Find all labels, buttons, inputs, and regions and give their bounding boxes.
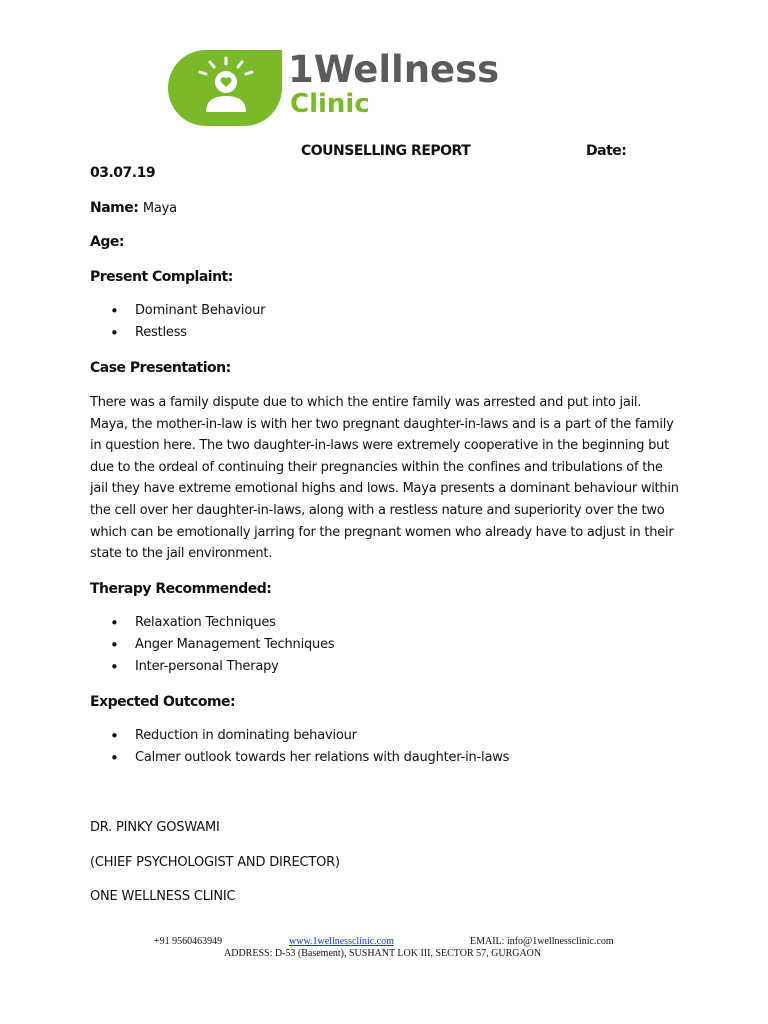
age-label: Age: [90, 234, 124, 250]
case-paragraph: There was a family dispute due to which the entire family was arrested and put into jail. Maya, the mother-in-law is with her two pregnant daughter-in-laws and is a part of the family in question here. The two daughter-in-laws were extremely cooperative in the beginning but due to the ordeal of continuing their pregnancies within the confines and tribulations of the jail they have extreme emotional highs and lows. Maya presents a dominant behaviour within the cell over her daughter-in-laws, along with a restless nature and superiority over the two which can be emotionally jarring for the pregnant women who already have to adjust in their state to the jail environment. [90, 395, 679, 562]
brand-line1: 1Wellness [288, 48, 500, 91]
date-value: 03.07.19 [90, 165, 156, 181]
name-value: Maya [142, 201, 177, 216]
outcome-heading: Expected Outcome: [90, 694, 236, 710]
list-item: • Anger Management Techniques [90, 634, 334, 656]
list-item: • Calmer outlook towards her relations with daughter-in-laws [90, 747, 509, 769]
list-item: • Restless [90, 322, 265, 344]
report-title: COUNSELLING REPORT [301, 143, 471, 159]
therapy-heading: Therapy Recommended: [90, 581, 272, 597]
name-field [90, 200, 177, 216]
therapy-list [90, 612, 334, 678]
name-label: Name: [90, 200, 139, 216]
signatory-name: DR. PINKY GOSWAMI [90, 820, 220, 835]
signatory-org: ONE WELLNESS CLINIC [90, 889, 236, 904]
outcome-list [90, 725, 509, 769]
signatory-role: (CHIEF PSYCHOLOGIST AND DIRECTOR) [90, 855, 340, 870]
date-label: Date: [586, 143, 627, 159]
case-heading: Case Presentation: [90, 360, 231, 376]
clinic-logo [166, 48, 606, 128]
footer-address: ADDRESS: D-53 (Basement), SUSHANT LOK III, SECTOR 57, GURGAON [224, 948, 542, 959]
brand-line2: Clinic [290, 89, 370, 119]
list-item: • Inter-personal Therapy [90, 656, 334, 678]
footer-email: EMAIL: info@1wellnessclinic.com [470, 936, 614, 947]
list-item: • Reduction in dominating behaviour [90, 725, 509, 747]
complaint-list [90, 300, 265, 344]
footer-phone: +91 9560463949 [154, 936, 223, 947]
complaint-heading: Present Complaint: [90, 269, 233, 285]
list-item: • Relaxation Techniques [90, 612, 334, 634]
footer-website-link[interactable]: www.1wellnessclinic.com [289, 936, 394, 947]
list-item: • Dominant Behaviour [90, 300, 265, 322]
